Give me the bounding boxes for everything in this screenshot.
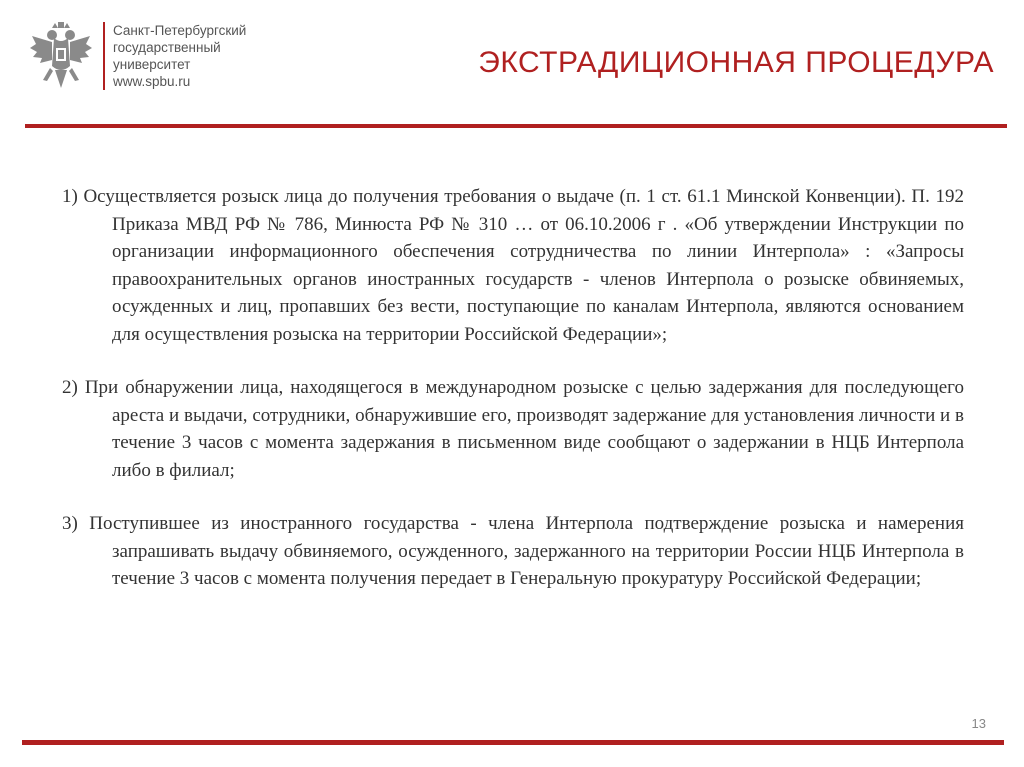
footer-divider	[22, 740, 1004, 745]
double-headed-eagle-crest-icon	[30, 22, 92, 92]
header-divider	[25, 124, 1007, 128]
university-line: государственный	[113, 40, 221, 55]
slide-body	[62, 183, 964, 593]
university-name	[103, 22, 246, 90]
university-line: Санкт-Петербургский	[113, 23, 247, 38]
slide-title: ЭКСТРАДИЦИОННАЯ ПРОЦЕДУРА	[478, 46, 994, 79]
university-line: университет	[113, 57, 191, 72]
list-item: 1) Осуществляется розыск лица до получения требования о выдаче (п. 1 ст. 61.1 Минской Конвенции). П. 192 Приказа МВД РФ № 786, Минюста РФ № 310 … от 06.10.2006 г . «Об утверждении Инструкции по организации информационного обеспечения сотрудничества по линии Интерпола» : «Запросы правоохранительных органов иностранных государств - членов Интерпола о розыске обвиняемых, осужденных и лиц, пропавших без вести, поступающие по каналам Интерпола, являются основанием для осуществления розыска на территории Российской Федерации»;	[62, 186, 964, 345]
list-item: 2) При обнаружении лица, находящегося в международном розыске с целью задержания для последующего ареста и выдачи, сотрудники, обнаружившие его, производят задержание для установления личности и в течение 3 часов с момента задержания в письменном виде сообщают о задержании в НЦБ Интерпола либо в филиал;	[62, 377, 964, 481]
list-item: 3) Поступившее из иностранного государства - члена Интерпола подтверждение розыска и намерения запрашивать выдачу обвиняемого, осужденного, задержанного на территории России НЦБ Интерпола в течение 3 часов с момента получения передает в Генеральную прокуратуру Российской Федерации;	[62, 513, 964, 589]
page-number: 13	[971, 716, 986, 731]
slide-header	[0, 0, 1024, 135]
university-website: www.spbu.ru	[113, 74, 191, 89]
